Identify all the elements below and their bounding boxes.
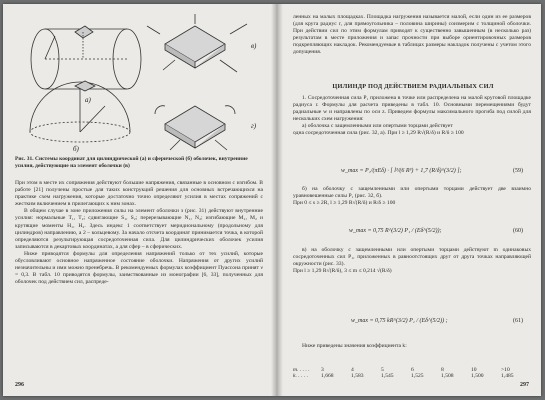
figure-label-b: б) — [73, 145, 79, 153]
page-number: 296 — [15, 382, 24, 388]
table-cell: >10 — [501, 367, 510, 373]
figure-label-d: г) — [251, 122, 257, 130]
sphere-diagram — [30, 81, 130, 142]
formula-59 — [341, 168, 462, 174]
table-intro-text — [293, 343, 531, 350]
formula-60 — [349, 228, 441, 234]
right-body-text — [293, 95, 531, 138]
equation-number: (61) — [513, 318, 523, 324]
table-row-k — [293, 373, 533, 379]
figure-label-c: в) — [251, 42, 257, 50]
left-body-text — [15, 180, 263, 286]
paragraph: ленных на малых площадках. Площадка нагружения называется малой, если один из ее размеров (для круга радиус r, для прямоугольника – половина ширины) соизмерим с толщиной оболочки. При действии сил по этим формулам приводят к существенно завышенным (в несколько раз) результатам в месте приложения и запас прочности при выборе ориентировочных размеров подкрепляющих накладок. Рекомендуемые в таблицах размеры накладок получены с учетом этого допущения. — [293, 14, 531, 56]
paragraph: При этом в месте их сопряжения действуют большие напряжения, связанные в основном с изгибом. В работе [21] получены простые для таких конструкций решения для основных встречающихся на практике схем нагружения, которые достаточно точно определяют усилия в местах сопряжений с жестким включением в прилегающих к ним зонах. — [15, 180, 263, 208]
shell-element-moments — [155, 106, 235, 150]
table-cell: 3 — [321, 367, 324, 373]
table-cell: 10 — [471, 367, 477, 373]
row-header: k. . . . . — [293, 373, 309, 379]
section-heading: ЦИЛИНДР ПОД ДЕЙСТВИЕМ РАДИАЛЬНЫХ СИЛ — [332, 83, 494, 90]
table-cell: 8 — [441, 367, 444, 373]
page-number: 297 — [520, 382, 529, 388]
paragraph: одна сосредоточенная сила (рис. 32, а). При l ≥ 1,29 R√(R/δ) и R/δ ≥ 100 — [293, 130, 464, 137]
paragraph: Ниже приведены значения коэффициента k: — [302, 343, 407, 349]
paragraph: в) на оболочку с защемленными или опертыми торцами действуют m одинаковых сосредоточенных сил P₁, приложенных в равноотстоящих друг от друга точках направляющей окружности (рис. 33). — [293, 247, 531, 268]
paragraph: При 0 ≤ s ≥ 2R, l ≥ 1,29 R√(R/δ) и R/δ ≥ 100 — [293, 200, 396, 207]
cylinder-diagram — [31, 26, 141, 89]
paragraph: а) оболочка с защемленными или опертыми торцами действует — [302, 123, 453, 130]
table-cell: 1,485 — [501, 373, 514, 379]
left-page — [3, 4, 273, 396]
coefficient-table — [293, 367, 533, 379]
paragraph: При l ≥ 1,29 R√(R/δ), 3 ≤ m ≤ 0,214 √(R/δ) — [293, 268, 392, 275]
formula-rhs: P₁/(πEδ) · [ l³/(6 R³) + 1,7 (R/δ)^(3/2) ]; — [365, 168, 462, 174]
table-cell: 1,500 — [471, 373, 484, 379]
figure-caption: Рис. 31. Системы координат для цилиндрической (а) и сферической (б) оболочек, внутренние усилия, действующие на элемент оболочки (в) — [15, 156, 248, 169]
right-intro-text — [293, 14, 531, 57]
table-cell: 4 — [351, 367, 354, 373]
paragraph: Ниже приводятся формулы для определения напряжений только от тех усилий, которые обусловливают основное напряженное состояние оболочки. Напряжения от других усилий незначительны и ими можно пренебречь. В рекомендуемых формулах коэффициент Пуассона принят ν = 0,3. В табл. 10 приводятся формулы, заимствованные из монографии [6, 33], полученных для оболочек под действием сил, распреде- — [15, 250, 263, 286]
table-cell: 1,668 — [321, 373, 334, 379]
formula-61 — [351, 318, 448, 324]
equation-number: (60) — [513, 228, 523, 234]
row-header: m. . . . . — [293, 367, 310, 373]
right-body-text-b — [293, 186, 531, 207]
paragraph: б) на оболочку с защемленными или опертыми торцами действует две взаимно уравновешенные силы P₁ (рис. 32, б). — [293, 186, 531, 200]
table-cell: 6 — [411, 367, 414, 373]
figure-label-a: а) — [85, 96, 91, 104]
formula-lhs: w_max = 0,75 — [349, 228, 384, 234]
right-body-text-c — [293, 247, 531, 275]
figure-31 — [15, 14, 263, 154]
shell-element-diagram — [147, 14, 247, 72]
formula-lhs: w_max = — [341, 168, 364, 174]
formula-rhs: R^(3/2) P₁ / (Eδ^(5/2)); — [385, 228, 442, 234]
table-cell: 1,525 — [411, 373, 424, 379]
equation-number: (59) — [513, 168, 523, 174]
right-page — [281, 4, 541, 396]
table-cell: 1,508 — [441, 373, 454, 379]
table-cell: 5 — [381, 367, 384, 373]
formula-lhs: w_max = 0,75 — [351, 318, 386, 324]
formula-rhs: kR^(3/2) P₁ / (Eδ^(5/2)) ; — [387, 318, 448, 324]
table-cell: 1,583 — [351, 373, 364, 379]
table-cell: 1,545 — [381, 373, 394, 379]
paragraph: 1. Сосредоточенная сила P₁ приложена в точке или распределена на малой круговой площадке радиуса r. Формулы для расчета приведены в табл. 10. Основными перемещениями будут радиальные w и направлены по оси z. Приведем формулы максимального прогиба под силой для нескольких схем нагружения: — [293, 95, 531, 123]
book-spread — [3, 4, 541, 396]
paragraph: В общем случае в зоне приложения силы на элемент оболочки з (рис. 31) действуют внутренние усилия: нормальные T₁, T₂; сдвигающие S₁, S₂; перерезывающие N₁, N₂; изгибающие M₁, M₂ и крутящие моменты H₁, H₂. Здесь индекс 1 соответствует меридиональному (продольному для цилиндров) направлению, а 2 – кольцевому. За начало отсчета координат принимается точка, в которой определяются результирующая сосредоточенная сила. Для цилиндрических оболочек усилия записываются в декартовых координатах, а для сфер – в сферических. — [15, 208, 263, 250]
